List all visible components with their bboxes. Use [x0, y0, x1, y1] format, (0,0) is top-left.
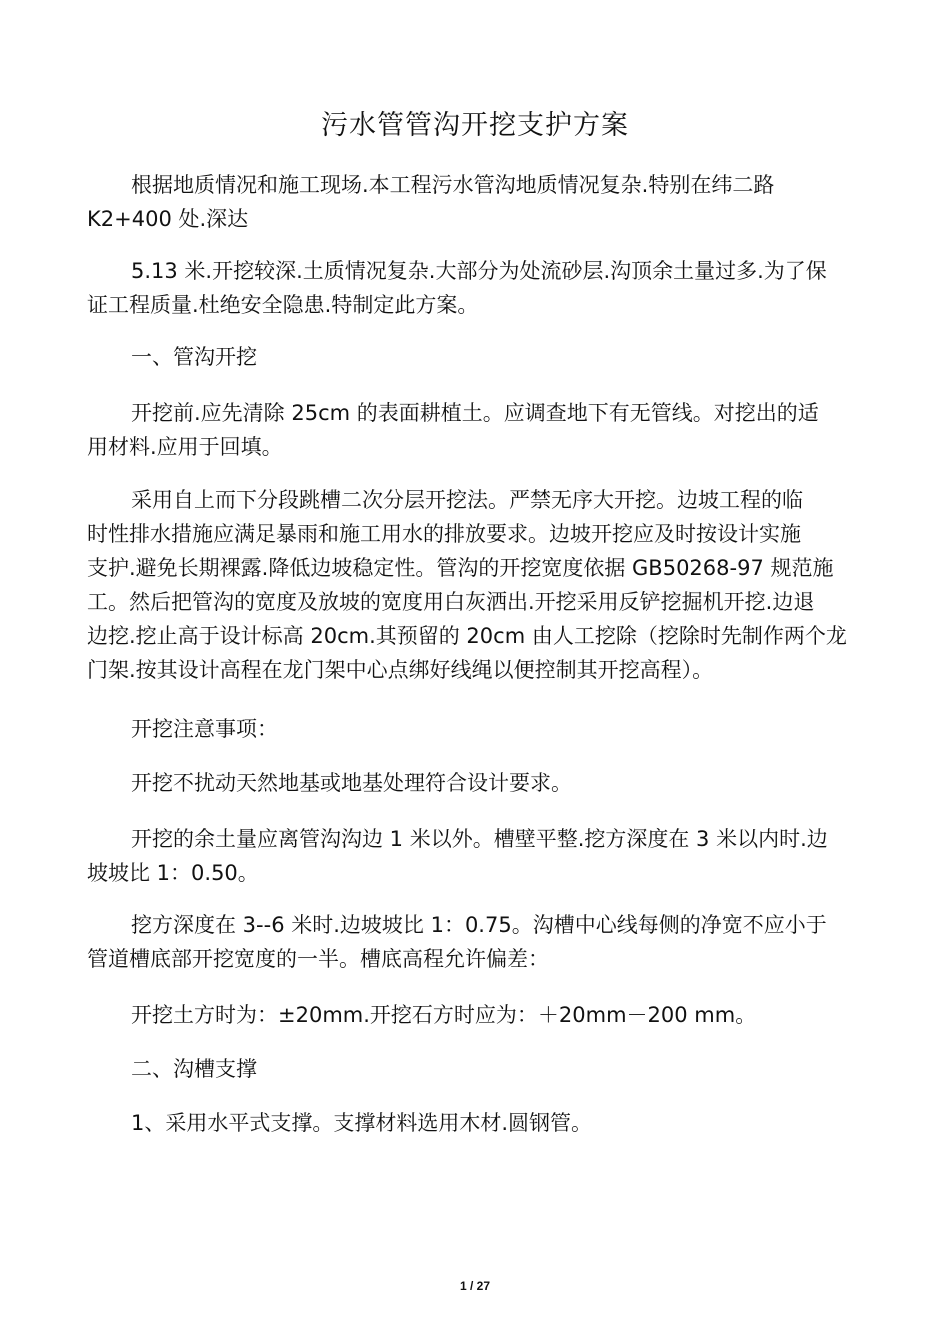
paragraph-line: K2+400 处.深达 [87, 207, 249, 231]
paragraph-line: 采用自上而下分段跳槽二次分层开挖法。严禁无序大开挖。边坡工程的临 [131, 488, 803, 512]
paragraph-line: 开挖不扰动天然地基或地基处理符合设计要求。 [131, 771, 572, 795]
paragraph-line: 5.13 米.开挖较深.土质情况复杂.大部分为处流砂层.沟顶余土量过多.为了保 [131, 259, 827, 283]
paragraph-line: 时性排水措施应满足暴雨和施工用水的排放要求。边坡开挖应及时按设计实施 [87, 522, 801, 546]
section-heading-excavation [87, 340, 863, 374]
document-title: 污水管管沟开挖支护方案 [321, 110, 629, 141]
paragraph-line: 边挖.挖止高于设计标高 20cm.其预留的 20cm 由人工挖除（挖除时先制作两个龙 [87, 624, 847, 648]
page-number: 1 / 27 [459, 1279, 491, 1293]
paragraph-line: 开挖前.应先清除 25cm 的表面耕植土。应调查地下有无管线。对挖出的适 [131, 401, 819, 425]
paragraph-line: 证工程质量.杜绝安全隐患.特制定此方案。 [87, 293, 479, 317]
paragraph-pre-excavation [87, 396, 863, 464]
paragraph-line: 支护.避免长期裸露.降低边坡稳定性。管沟的开挖宽度依据 GB50268-97 规范施 [87, 556, 834, 580]
paragraph-note-tolerance [87, 998, 863, 1032]
paragraph-notes-heading [87, 712, 863, 746]
paragraph-intro-2 [87, 254, 863, 322]
paragraph-line: 门架.按其设计高程在龙门架中心点绑好线绳以便控制其开挖高程）。 [87, 658, 714, 682]
paragraph-line: 坡坡比 1：0.50。 [87, 861, 259, 885]
paragraph-line: 根据地质情况和施工现场.本工程污水管沟地质情况复杂.特别在纬二路 [131, 173, 775, 197]
paragraph-line: 一、管沟开挖 [131, 345, 257, 369]
section-heading-support [87, 1052, 863, 1086]
paragraph-line: 1、采用水平式支撑。支撑材料选用木材.圆钢管。 [131, 1111, 593, 1135]
paragraph-line: 开挖土方时为：±20mm.开挖石方时应为：＋20mm－200 mm。 [131, 1003, 757, 1027]
paragraph-note-depth [87, 908, 863, 976]
paragraph-line: 开挖的余土量应离管沟沟边 1 米以外。槽壁平整.挖方深度在 3 米以内时.边 [131, 827, 828, 851]
paragraph-note-slope [87, 822, 863, 890]
paragraph-excavation-method [87, 483, 863, 687]
paragraph-line: 管道槽底部开挖宽度的一半。槽底高程允许偏差： [87, 947, 549, 971]
paragraph-line: 二、沟槽支撑 [131, 1057, 257, 1081]
paragraph-intro-1 [87, 168, 863, 236]
paragraph-line: 工。然后把管沟的宽度及放坡的宽度用白灰洒出.开挖采用反铲挖掘机开挖.边退 [87, 590, 815, 614]
paragraph-line: 挖方深度在 3--6 米时.边坡坡比 1：0.75。沟槽中心线每侧的净宽不应小于 [131, 913, 827, 937]
paragraph-support-item-1 [87, 1106, 863, 1140]
paragraph-line: 开挖注意事项： [131, 717, 278, 741]
paragraph-line: 用材料.应用于回填。 [87, 435, 283, 459]
paragraph-note-foundation [87, 766, 863, 800]
